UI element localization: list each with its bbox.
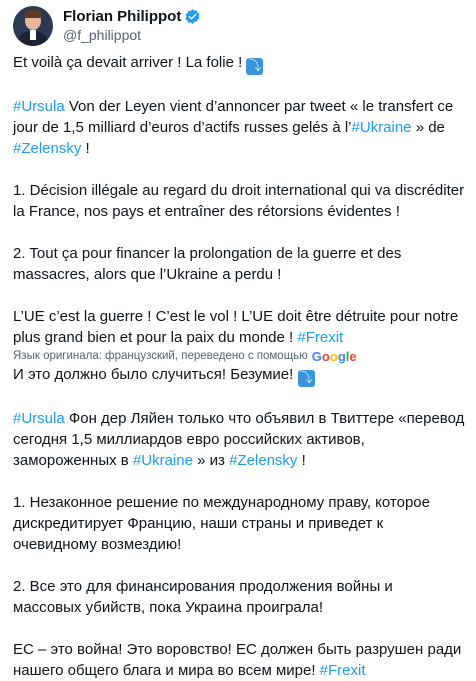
verified-badge-icon	[184, 8, 201, 25]
author-info	[63, 7, 201, 45]
hashtag-link[interactable]: #Frexit	[319, 662, 366, 679]
avatar[interactable]	[13, 6, 53, 46]
arrow-curving-down-icon: ⤵	[299, 371, 313, 386]
translated-paragraph-4: 2. Все это для финансирования продолжения войны и массовых убийств, пока Украина проиграла!	[13, 578, 397, 616]
author-name[interactable]: Florian Philippot	[63, 8, 182, 25]
arrow-curving-down-icon: ⤵	[248, 59, 262, 74]
original-paragraph-2: #Ursula Von der Leyen vient d’annoncer par tweet « le transfert ce jour de 1,5 milliard d’euros d’actifs russes gelés à l’#Ukraine » de #Zelensky !	[13, 98, 458, 157]
hashtag-link[interactable]: #Frexit	[297, 329, 344, 346]
original-paragraph-3: 1. Décision illégale au regard du droit international qui va discréditer la France, nos pays et entraîner des rétorsions évidentes !	[13, 182, 469, 220]
original-paragraph-4: 2. Tout ça pour financer la prolongation de la guerre et des massacres, alors que l’Ukraine a perdu !	[13, 245, 406, 283]
hashtag-link[interactable]: #Ursula	[13, 98, 65, 115]
hashtag-link[interactable]: #Zelensky	[13, 140, 82, 157]
translation-note-text: Язык оригинала: французский, переведено с помощью	[13, 349, 308, 362]
google-logo: Google	[311, 348, 357, 364]
author-handle[interactable]: @f_philippot	[63, 27, 142, 43]
hashtag-link[interactable]: #Ukraine	[351, 119, 412, 136]
hashtag-link[interactable]: #Ursula	[13, 410, 65, 427]
original-paragraph-1: Et voilà ça devait arriver ! La folie ! ⤵	[13, 54, 262, 74]
translated-paragraph-1: И это должно было случиться! Безумие! ⤵	[13, 366, 313, 386]
original-paragraph-5: L’UE c’est la guerre ! C’est le vol ! L’UE doit être détruite pour notre plus grand bien et pour la paix du monde ! #Frexit	[13, 308, 463, 346]
tweet-header	[13, 4, 201, 48]
translation-note	[13, 348, 465, 364]
hashtag-link[interactable]: #Zelensky	[229, 452, 298, 469]
translated-paragraph-3: 1. Незаконное решение по международному праву, которое дискредитирует Францию, наши страны и приведет к очевидному возмездию!	[13, 494, 435, 553]
translated-paragraph-5: ЕС – это война! Это воровство! ЕС должен быть разрушен ради нашего общего блага и мира во всем мире! #Frexit	[13, 641, 466, 679]
hashtag-link[interactable]: #Ukraine	[132, 452, 193, 469]
translated-paragraph-2: #Ursula Фон дер Ляйен только что объявил в Твиттере «перевод сегодня 1,5 миллиардов евро российских активов, замороженных в #Ukraine » из #Zelensky !	[13, 410, 469, 469]
author-name-row	[63, 7, 201, 26]
tweet-body	[13, 50, 469, 681]
